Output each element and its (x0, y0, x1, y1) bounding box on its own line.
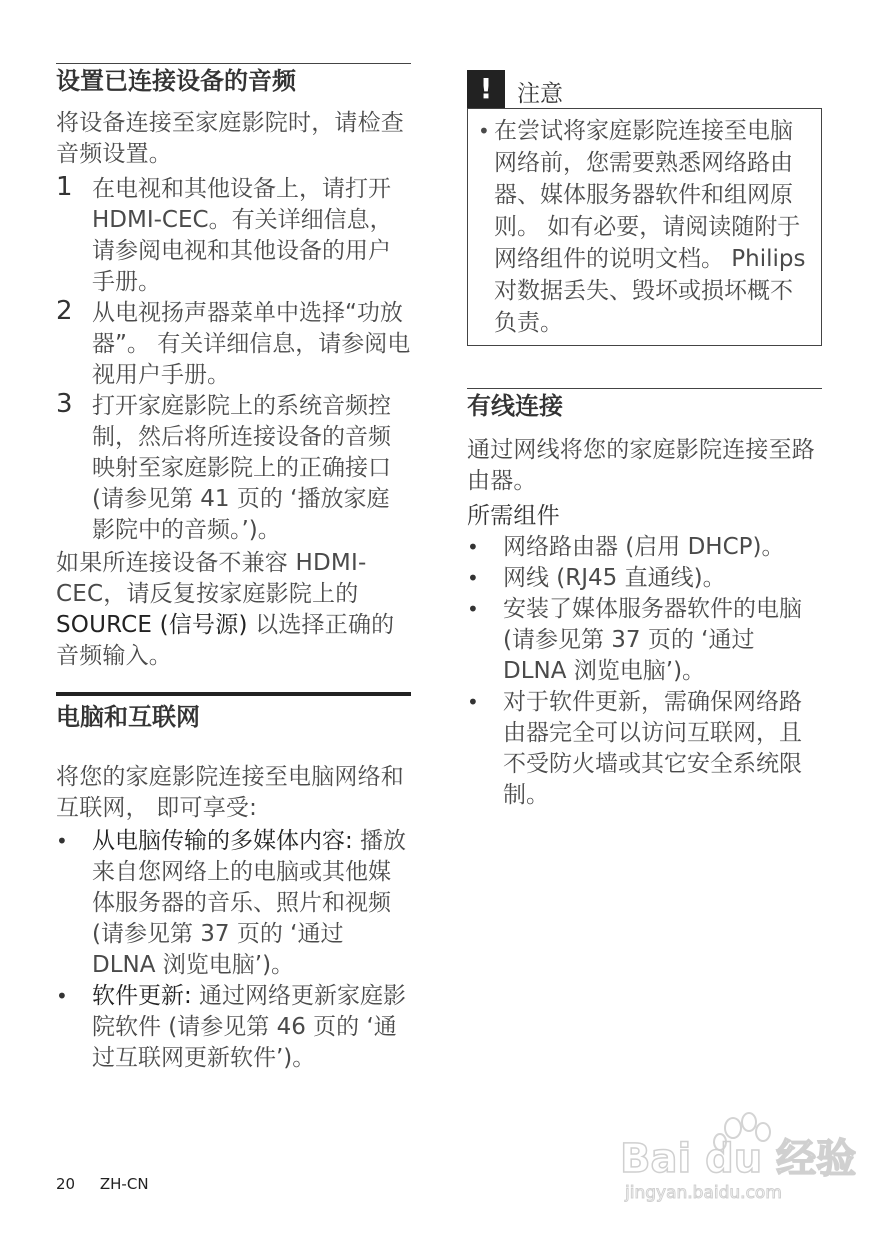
network-intro: 将您的家庭影院连接至电脑网络和互联网， 即可享受: (56, 764, 404, 821)
step-number: 3 (56, 389, 73, 419)
exclamation-icon: ! (467, 70, 505, 108)
source-button-label: SOURCE (信号源) (56, 612, 248, 638)
step-text: 打开家庭影院上的系统音频控制，然后将所连接设备的音频映射至家庭影院上的正确接口 (请参见第 41 页的 ‘播放家庭影院中的音频。’)。 (92, 393, 391, 543)
note-title: 注意 (517, 81, 563, 107)
audio-outro (56, 548, 411, 672)
section-title-network: 电脑和互联网 (56, 703, 200, 731)
list-item (467, 563, 822, 594)
language-code: ZH-CN (99, 1175, 149, 1193)
bullet-icon: • (467, 597, 479, 621)
right-column (467, 70, 822, 811)
section-title-wired: 有线连接 (467, 392, 563, 420)
step-item (56, 298, 411, 391)
outro-text-end: 以选择正确的音频输入。 (56, 612, 395, 669)
outro-text: 如果所连接设备不兼容 HDMI-CEC，请反复按家庭影院上的 (56, 550, 367, 607)
section-title-audio: 设置已连接设备的音频 (56, 67, 296, 95)
item-bold: 软件更新: (92, 983, 192, 1009)
step-text: 从电视扬声器菜单中选择“功放器”。 有关详细信息，请参阅电视用户手册。 (92, 300, 411, 388)
section-divider-thick (56, 692, 411, 696)
list-item (467, 594, 822, 687)
step-item (56, 391, 411, 546)
item-text: 对于软件更新，需确保网络路由器完全可以访问互联网，且不受防火墙或其它安全系统限制。 (503, 689, 802, 808)
list-item (467, 687, 822, 811)
item-text: 网络路由器 (启用 DHCP)。 (503, 534, 785, 560)
item-text: 通过网络更新家庭影院软件 (请参见第 46 页的 ‘通过互联网更新软件’)。 (92, 983, 407, 1071)
bullet-icon: • (56, 829, 68, 853)
bullet-icon: • (467, 566, 479, 590)
list-item (467, 532, 822, 563)
list-item (56, 981, 411, 1074)
item-text: 播放来自您网络上的电脑或其他媒体服务器的音乐、照片和视频 (请参见第 37 页的 ‘通过 DLNA 浏览电脑’)。 (92, 828, 407, 978)
page-footer (56, 1175, 169, 1193)
baidu-watermark-icon (615, 1110, 857, 1205)
required-components (467, 532, 822, 811)
page-number: 20 (56, 1175, 76, 1193)
list-item (56, 826, 411, 981)
note-item (478, 115, 811, 339)
step-number: 1 (56, 172, 73, 202)
step-text: 在电视和其他设备上，请打开 HDMI-CEC。有关详细信息，请参阅电视和其他设备的用户手册。 (92, 176, 393, 295)
bullet-icon: • (467, 535, 479, 559)
required-components-heading: 所需组件 (467, 503, 560, 529)
item-text: 安装了媒体服务器软件的电脑 (请参见第 37 页的 ‘通过 DLNA 浏览电脑’)。 (503, 596, 802, 684)
bullet-icon: • (478, 119, 490, 143)
audio-steps (56, 174, 411, 546)
watermark-url: jingyan.baidu.com (625, 1183, 782, 1203)
step-item (56, 174, 411, 298)
wired-intro: 通过网线将您的家庭影院连接至路由器。 (467, 437, 815, 494)
watermark-brand: Bai du 经验 (620, 1136, 857, 1182)
section-divider (56, 63, 411, 64)
item-bold: 从电脑传输的多媒体内容: (92, 828, 353, 854)
bullet-icon: • (467, 690, 479, 714)
note-text: 在尝试将家庭影院连接至电脑网络前，您需要熟悉网络路由器、媒体服务器软件和组网原则。 如有必要，请阅读随附于网络组件的说明文档。 Philips 对数据丢失、毁坏或损坏概不负责。 (494, 118, 806, 336)
network-benefits (56, 826, 411, 1074)
left-column (56, 63, 411, 1074)
item-text: 网线 (RJ45 直通线)。 (503, 565, 726, 591)
note-box (467, 108, 822, 346)
bullet-icon: • (56, 984, 68, 1008)
note-header (467, 70, 822, 108)
audio-intro: 将设备连接至家庭影院时，请检查音频设置。 (56, 110, 404, 167)
step-number: 2 (56, 296, 73, 326)
section-divider (467, 388, 822, 389)
